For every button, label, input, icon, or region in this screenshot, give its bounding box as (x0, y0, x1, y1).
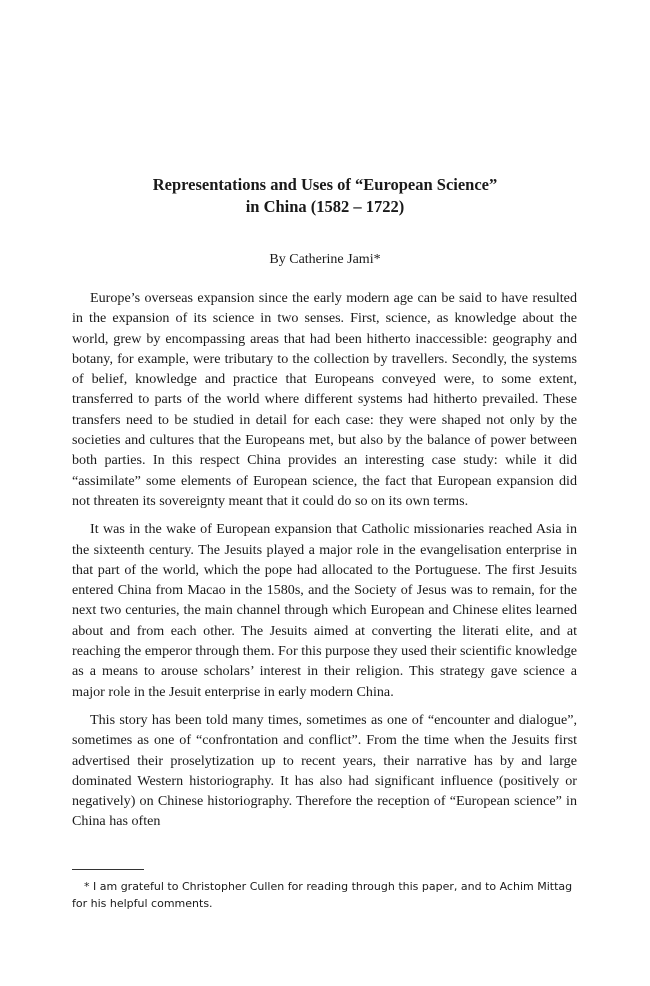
paragraph-1: Europe’s overseas expansion since the early modern age can be said to have resulted in the expansion of its science in two senses. First, science, as knowledge about the world, grew by encompassing areas that had been hitherto inaccessible: geography and botany, for example, were tributary to the collection by travellers. Secondly, the systems of belief, knowledge and practice that Europeans conveyed were, to some extent, transferred to parts of the world where different systems had hitherto prevailed. These transfers need to be studied in detail for each case: they were shaped not only by the societies and cultures that the Europeans met, but also by the balance of power between both parties. In this respect China provides an interesting case study: while it did “assimilate” some elements of European science, the fact that European expansion did not threaten its sovereignty meant that it could do so on its own terms. (72, 290, 577, 509)
article-title (0, 174, 650, 218)
body-text (72, 288, 577, 840)
title-line-2: in China (1582 – 1722) (245, 197, 405, 216)
footnote-divider (72, 869, 144, 870)
footnote: * I am grateful to Christopher Cullen for reading through this paper, and to Achim Mittag for his helpful comments. (72, 880, 573, 910)
paragraph-3: This story has been told many times, sometimes as one of “encounter and dialogue”, sometimes as one of “confrontation and conflict”. From the time when the Jesuits first advertised their proselytization up to recent years, their narrative has by and large dominated Western historiography. It has also had significant influence (positively or negatively) on Chinese historiography. Therefore the reception of “European science” in China has often (72, 711, 577, 830)
author-byline: By Catherine Jami* (269, 252, 381, 267)
title-line-1: Representations and Uses of “European Science” (152, 175, 498, 194)
paragraph-2: It was in the wake of European expansion that Catholic missionaries reached Asia in the sixteenth century. The Jesuits played a major role in the evangelisation enterprise in that part of the world, which the pope had allocated to the Portuguese. The first Jesuits entered China from Macao in the 1580s, and the Society of Jesus was to remain, for the next two centuries, the main channel through which European and Chinese elites learned about and from each other. The Jesuits aimed at converting the literati elite, and at reaching the emperor through them. For this purpose they used their scientific knowledge as a means to arouse scholars’ interest in their religion. This strategy gave science a major role in the Jesuit enterprise in early modern China. (72, 521, 577, 700)
